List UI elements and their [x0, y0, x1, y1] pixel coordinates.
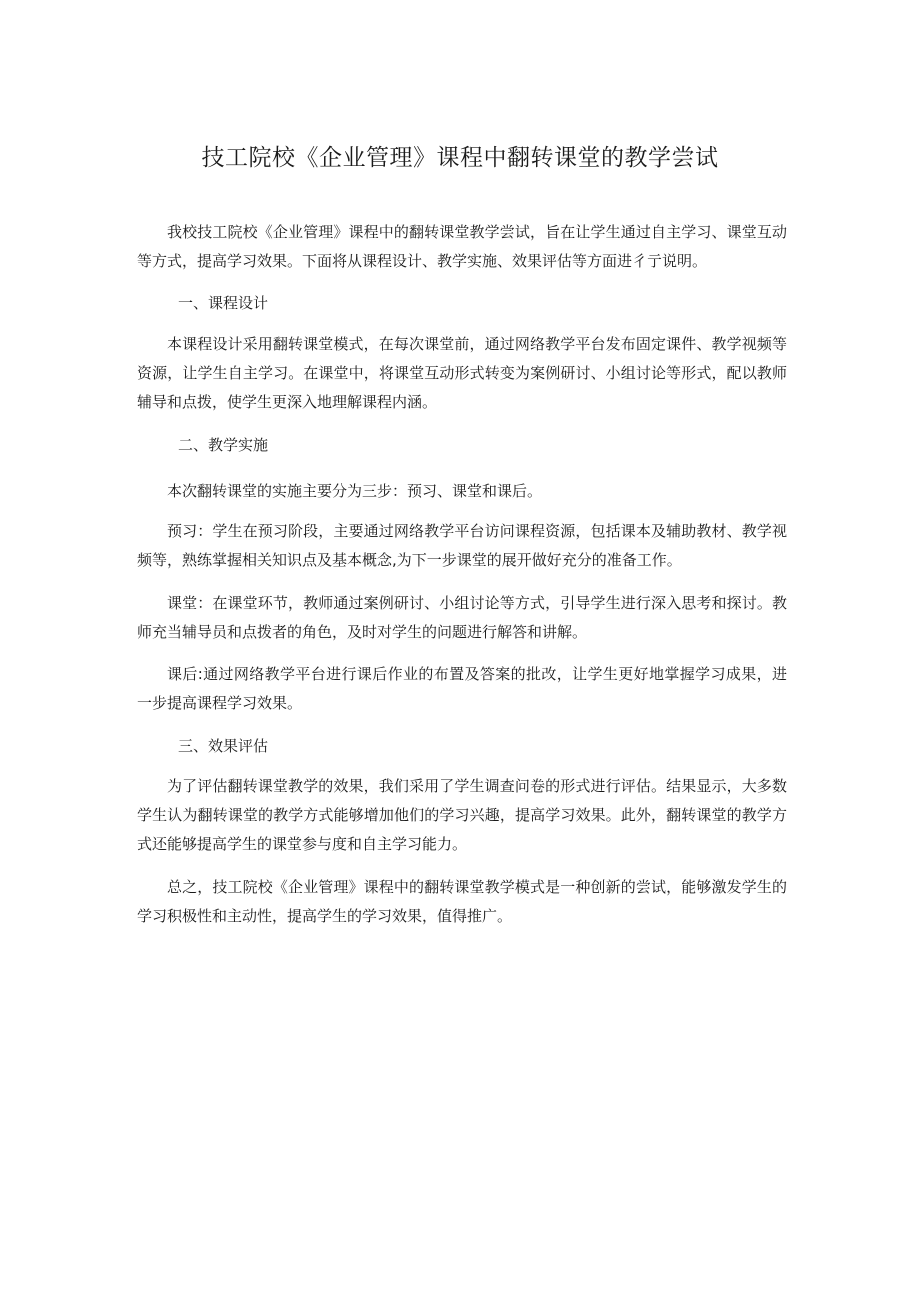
paragraph-class-stage: 课堂：在课堂环节，教师通过案例研讨、小组讨论等方式，引导学生进行深入思考和探讨。教师充当辅导员和点拨者的角色，及时对学生的问题进行解答和讲解。 [137, 594, 787, 641]
heading-implementation: 二、教学实施 [178, 436, 269, 454]
paragraph-evaluation: 为了评估翻转课堂教学的效果，我们采用了学生调查问卷的形式进行评估。结果显示，大多数学生认为翻转课堂的教学方式能够增加他们的学习兴趣，提高学习效果。此外，翻转课堂的教学方式还能够提高学生的课堂参与度和自主学习能力。 [137, 777, 787, 853]
document-title: 技工院校《企业管理》课程中翻转课堂的教学尝试 [201, 145, 719, 171]
heading-course-design: 一、课程设计 [178, 294, 269, 312]
paragraph-preview-stage: 预习：学生在预习阶段，主要通过网络教学平台访问课程资源，包括课本及辅助教材、教学视频等，熟练掌握相关知识点及基本概念,为下一步课堂的展开做好充分的准备工作。 [137, 522, 787, 569]
paragraph-after-class-stage: 课后:通过网络教学平台进行课后作业的布置及答案的批改，让学生更好地掌握学习成果，进一步提高课程学习效果。 [137, 665, 787, 712]
paragraph-intro: 我校技工院校《企业管理》课程中的翻转课堂教学尝试，旨在让学生通过自主学习、课堂互动等方式，提高学习效果。下面将从课程设计、教学实施、效果评估等方面进彳亍说明。 [137, 223, 787, 270]
heading-evaluation: 三、效果评估 [178, 737, 269, 755]
paragraph-implementation-overview: 本次翻转课堂的实施主要分为三步：预习、课堂和课后。 [167, 482, 543, 500]
paragraph-conclusion: 总之，技工院校《企业管理》课程中的翻转课堂教学模式是一种创新的尝试，能够激发学生的学习积极性和主动性，提高学生的学习效果，值得推广。 [137, 878, 787, 925]
paragraph-course-design: 本课程设计采用翻转课堂模式，在每次课堂前，通过网络教学平台发布固定课件、教学视频等资源，让学生自主学习。在课堂中，将课堂互动形式转变为案例研讨、小组讨论等形式，配以教师辅导和点拨，使学生更深入地理解课程内涵。 [137, 335, 787, 411]
